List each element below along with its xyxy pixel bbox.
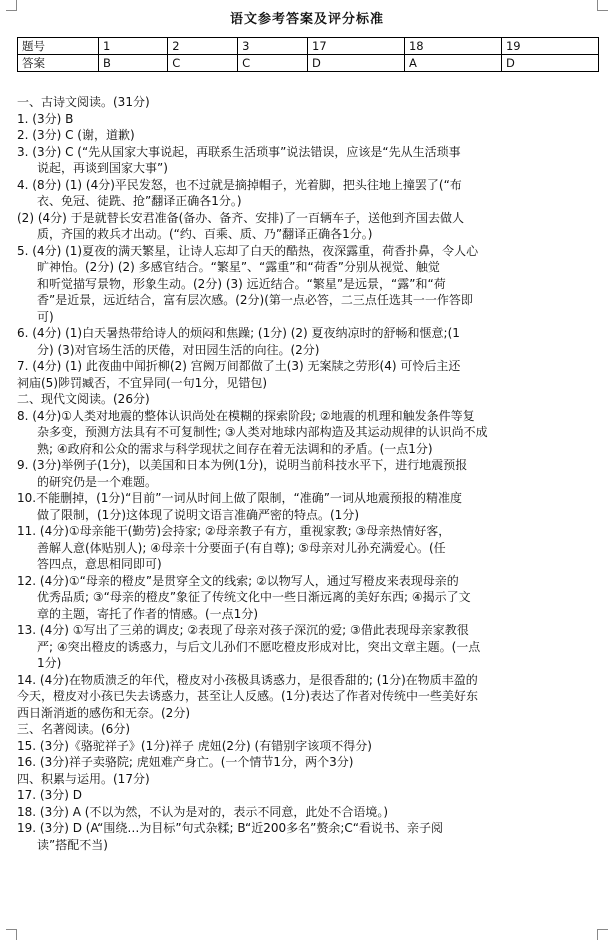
table-cell: C bbox=[238, 55, 308, 72]
table-cell: 17 bbox=[308, 38, 405, 55]
text-line: 10.不能删掉，(1分)“目前”一词从时间上做了限制，“准确”一词从地震预报的精准度 bbox=[17, 491, 462, 505]
text-line: 3. (3分) C (“先从国家大事说起，再联系生活琐事”说法错误，应该是“先从生活琐事 bbox=[17, 144, 461, 159]
text-line: 说起，再谈到国家大事”) bbox=[37, 161, 168, 175]
text-line: 1. (3分) B bbox=[17, 111, 74, 126]
table-row bbox=[18, 38, 599, 55]
text-line: 读”搭配不当) bbox=[37, 837, 108, 852]
table-cell: B bbox=[99, 55, 168, 72]
text-line: 答四点，意思相同即可) bbox=[37, 557, 162, 571]
text-line: 17. (3分) D bbox=[17, 788, 82, 802]
table-cell: D bbox=[501, 55, 598, 72]
section-heading: 二、现代文阅读。(26分) bbox=[17, 392, 150, 406]
text-line: 和听觉描写景物，形象生动。(2分) (3) 远近结合。“繁星”是远景，“露”和“荷 bbox=[37, 276, 446, 291]
table-cell: 题号 bbox=[18, 38, 99, 55]
text-line: 章的主题，寄托了作者的情感。(一点1分) bbox=[37, 606, 258, 621]
text-line: 18. (3分) A (不以为然，不认为是对的，表示不同意，此处不合语境。) bbox=[17, 804, 389, 819]
corner-mark bbox=[6, 929, 17, 940]
text-line: 7. (4分) (1) 此夜曲中闻折柳(2) 宫阙万间都做了土(3) 无案牍之劳形(4) 可怜后主还 bbox=[17, 359, 461, 373]
table-cell: 3 bbox=[238, 38, 308, 55]
text-line: 优秀品质; ③“母亲的橙皮”象征了传统文化中一些日渐远离的美好东西; ④揭示了文 bbox=[37, 590, 471, 604]
section-heading: 一、古诗文阅读。(31分) bbox=[17, 95, 150, 109]
answer-explanations bbox=[17, 94, 601, 853]
text-line: 15. (3分)《骆驼祥子》(1分)祥子 虎妞(2分) (有错别字该项不得分) bbox=[17, 738, 372, 753]
text-line: 杂多变，预测方法具有不可复制性; ③人类对地球内部构造及其运动规律的认识尚不成 bbox=[37, 425, 488, 439]
text-line: 分) (3)对官场生活的厌倦，对田园生活的向往。(2分) bbox=[37, 342, 320, 357]
document-title: 语文参考答案及评分标准 bbox=[229, 12, 384, 27]
text-line: 可) bbox=[37, 309, 54, 324]
table-cell: D bbox=[308, 55, 405, 72]
text-line: 13. (4分) ①写出了三弟的调皮; ②表现了母亲对孩子深沉的爱; ③借此表现母亲家教很 bbox=[17, 623, 469, 637]
table-cell: 1 bbox=[99, 38, 168, 55]
section-heading: 四、积累与运用。(17分) bbox=[17, 771, 150, 786]
table-cell: 答案 bbox=[18, 55, 99, 72]
text-line: 19. (3分) D (A“围绕…为目标”句式杂糅; B“近200多名”赘余;C“看说书、亲子阅 bbox=[17, 821, 443, 835]
text-line: 16. (3分)祥子卖骆院; 虎妞难产身亡。(一个情节1分，两个3分) bbox=[17, 755, 354, 769]
answer-key-table bbox=[17, 37, 599, 72]
table-cell: 19 bbox=[501, 38, 598, 55]
text-line: 善解人意(体贴别人); ④母亲十分要面子(有自尊); ⑤母亲对儿孙充满爱心。(任 bbox=[37, 540, 446, 555]
text-line: 旷神怡。(2分) (2) 多感官结合。“繁星”、“露重”和“荷香”分别从视觉、触觉 bbox=[37, 260, 440, 274]
table-row bbox=[18, 55, 599, 72]
text-line: 的研究仍是一个难题。 bbox=[37, 474, 158, 489]
text-line: 今天，橙皮对小孩已失去诱惑力，甚至让人反感。(1分)表达了作者对传统中一些美好东 bbox=[17, 689, 479, 703]
text-line: 西日渐消逝的感伤和无奈。(2分) bbox=[17, 705, 190, 720]
text-line: 熟; ④政府和公众的需求与科学现状之间存在着无法调和的矛盾。(一点1分) bbox=[37, 441, 433, 456]
text-line: 香”是近景，远近结合，富有层次感。(2分)(第一点必答，二三点任选其一一作答即 bbox=[37, 293, 473, 307]
text-line: 1分) bbox=[37, 656, 62, 670]
table-cell: C bbox=[168, 55, 238, 72]
text-line: 严; ④突出橙皮的诱惑力，与后文儿孙们不愿吃橙皮形成对比，突出文章主题。(一点 bbox=[37, 639, 481, 654]
corner-mark bbox=[597, 929, 608, 940]
table-cell: 18 bbox=[404, 38, 501, 55]
text-line: 8. (4分)①人类对地震的整体认识尚处在模糊的探索阶段; ②地震的机理和触发条件等复 bbox=[17, 408, 475, 423]
section-heading: 三、名著阅读。(6分) bbox=[17, 722, 130, 736]
text-line: 衣、免冠、徒跣、抢”翻译正确各1分。) bbox=[37, 194, 242, 208]
text-line: 11. (4分)①母亲能干(勤劳)会持家; ②母亲教子有方，重视家教; ③母亲热情好客， bbox=[17, 524, 451, 538]
text-line: 5. (4分) (1)夏夜的满天繁星，让诗人忘却了白天的酷热，夜深露重，荷香扑鼻，令人心 bbox=[17, 243, 479, 258]
text-line: (2) (4分) 于是就替长安君准备(备办、备齐、安排)了一百辆车子，送他到齐国去做人 bbox=[17, 210, 464, 225]
text-line: 14. (4分)在物质溃乏的年代，橙皮对小孩极具诱惑力，是很香甜的; (1分)在物质丰盈的 bbox=[17, 672, 478, 687]
text-line: 12. (4分)①“母亲的橙皮”是贯穿全文的线索; ②以物写人，通过写橙皮来表现母亲的 bbox=[17, 573, 459, 588]
table-cell: A bbox=[404, 55, 501, 72]
text-line: 9. (3分)举例子(1分)，以美国和日本为例(1分)，说明当前科技水平下，进行地震预报 bbox=[17, 458, 468, 472]
text-line: 2. (3分) C (谢，道歉) bbox=[17, 128, 135, 142]
text-line: 4. (8分) (1) (4分)平民发怒，也不过就是摘掉帽子，光着脚，把头往地上撞罢了(“布 bbox=[17, 177, 462, 192]
text-line: 质，齐国的救兵才出动。(“约、百乘、质、乃”翻译正确各1分。) bbox=[37, 227, 373, 241]
table-cell: 2 bbox=[168, 38, 238, 55]
text-line: 做了限制，(1分)这体现了说明文语言准确严密的特点。(1分) bbox=[37, 507, 359, 522]
text-line: 6. (4分) (1)白天暑热带给诗人的烦闷和焦躁; (1分) (2) 夏夜纳凉时的舒畅和惬意;(1 bbox=[17, 326, 460, 340]
text-line: 祠庙(5)陟罚臧否，不宜异同(一句1分，见错包) bbox=[17, 375, 267, 390]
